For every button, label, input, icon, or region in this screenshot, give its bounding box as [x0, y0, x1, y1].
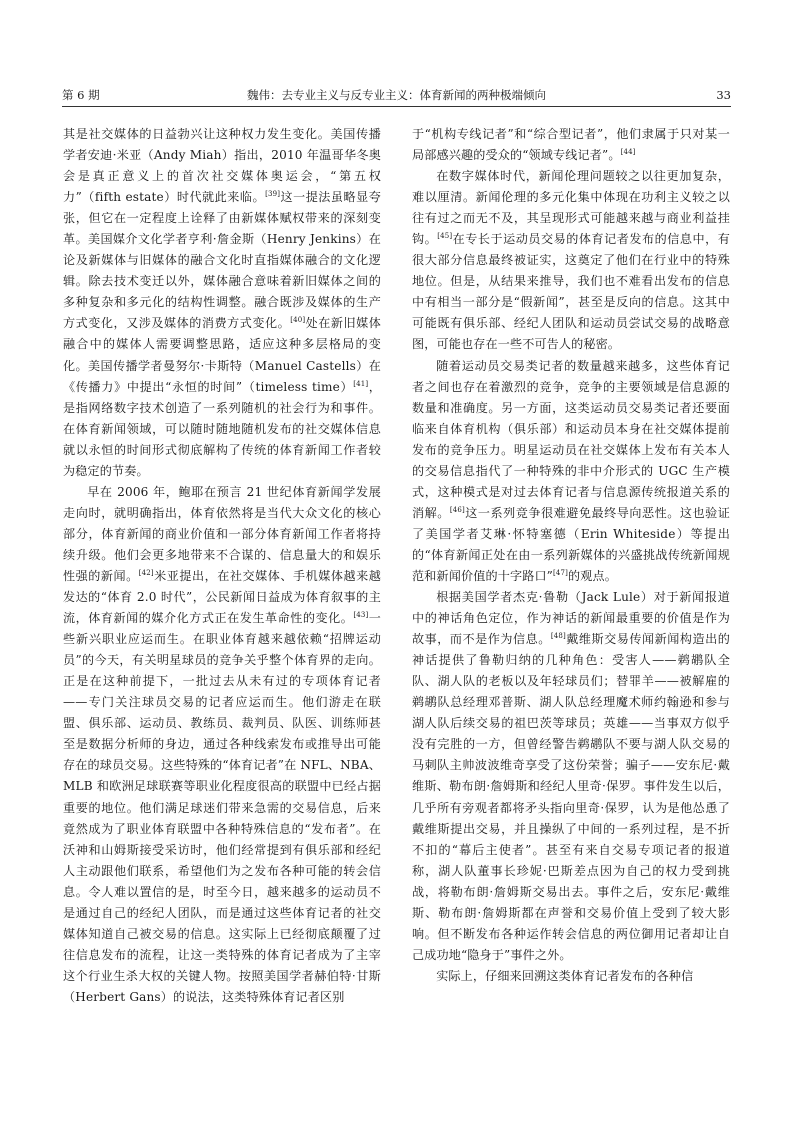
paragraph-text: 一些新兴职业应运而生。在职业体育越来越依赖“招牌运动员”的今天，有关明星球员的竞争关乎整个体育界的走向。正是在这种前提下，一批过去从未有过的专项体育记者——专门关注球员交易的记者应运而生。他们游走在联盟、俱乐部、运动员、教练员、裁判员、队医、训练师甚至是数据分析师的身边，通过各种线索发布或推导出可能存在的球员交易。这些特殊的“体育记者”在 NFL、NBA、MLB 和欧洲足球联赛等职业化程度很高的联盟中已经占据重要的地位。他们满足球迷们带来急需的交易信息，后来竟然成为了职业体育联盟中各种特殊信息的“发布者”。在沃神和山姆斯接受采访时，他们经常提到有俱乐部和经纪人主动跟他们联系，希望他们为之发布各种可能的转会信息。令人难以置信的是，时至今日，越来越多的运动员不是通过自己的经纪人团队，而是通过这些体育记者的社交媒体知道自己被交易的信息。这实际上已经彻底颠覆了过往信息发布的流程，让这一类特殊的体育记者成为了主宰这个行业生杀大权的关键人物。按照美国学者赫伯特·甘斯（Herbert Gans）的说法，这类特殊体育记者区别: [63, 611, 381, 1004]
paragraph-text: 戴维斯交易传闻新闻构造出的神话提供了鲁勒归纳的几种角色：受害人——鹈鹕队全队、湖人队的老板以及年轻球员们；替罪羊——被解雇的鹈鹕队总经理邓普斯、湖人队总经理魔术师约翰逊和参与湖人队后续交易的祖巴茨等球员；英雄——当事双方似乎没有完胜的一方，但曾经警告鹈鹕队不要与湖人队交易的马刺队主帅波波维奇享受了这份荣誉；骗子——安东尼·戴维斯、勒布朗·詹姆斯和经纪人里奇·保罗。事件发生以后，几乎所有旁观者都将矛头指向里奇·保罗，认为是他怂恿了戴维斯提出交易，并且操纵了中间的一系列过程，是不折不扣的“幕后主使者”。甚至有来自交易专项记者的报道称，湖人队董事长珍妮·巴斯差点因为自己的权力受到挑战，将勒布朗·詹姆斯交易出去。事件之后，安东尼·戴维斯、勒布朗·詹姆斯都在声誉和交易价值上受到了较大影响。但不断发布各种运作转会信息的两位御用记者却让自己成功地“隐身于”事件之外。: [412, 632, 730, 962]
citation-ref: [42]: [138, 568, 154, 577]
citation-ref: [48]: [550, 632, 566, 641]
paragraph-text: 的观点。: [568, 568, 617, 583]
paragraph-text: 米亚提出，在社交媒体、手机媒体越来越发达的“体育 2.0 时代”，公民新闻日益成为体育叙事的主流，体育新闻的媒介化方式正在发生革命性的变化。: [63, 568, 381, 626]
paragraph-text: 这一系列竞争很难避免最终导向恶性。这也验证了美国学者艾琳·怀特塞德（Erin Whiteside）等提出的“体育新闻正处在由一系列新媒体的兴盛挑战传统新闻规范和新闻价值的十字路口”: [412, 505, 730, 583]
paragraph-text: 处在新旧媒体融合中的媒体人需要调整思路，适应这种多层格局的变化。美国传播学者曼努尔·卡斯特（Manuel Castells）在《传播力》中提出“永恒的时间”（timeless time）: [63, 316, 381, 394]
paragraph-text: ，是指网络数字技术创造了一系列随机的社会行为和事件。在体育新闻领域，可以随时随地随机发布的社交媒体信息就以永恒的时间形式彻底解构了传统的体育新闻工作者较为稳定的节奏。: [63, 379, 381, 478]
body-paragraph: [412, 124, 730, 166]
paragraph-text: 在专长于运动员交易的体育记者发布的信息中，有很大部分信息最终被证实，这奠定了他们在行业中的特殊地位。但是，从结果来推导，我们也不难看出发布的信息中有相当一部分是“假新闻”，甚至是反向的信息。这其中可能既有俱乐部、经纪人团队和运动员尝试交易的战略意图，可能也存在一些不可告人的秘密。: [412, 232, 730, 352]
paragraph-text: 其是社交媒体的日益勃兴让这种权力发生变化。美国传播学者安迪·米亚（Andy Miah）指出，2010 年温哥华冬奥会是真正意义上的首次社交媒体奥运会，“第五权力”（fifth estate）时代就此来临。: [63, 127, 381, 205]
paragraph-text: 早在 2006 年，鲍耶在预言 21 世纪体育新闻学发展走向时，就明确指出，体育依然将是当代大众文化的核心部分，体育新闻的商业价值和一部分体育新闻工作者将持续升级。他们会更多地带来不合谋的、信息量大的和娱乐性强的新闻。: [63, 484, 381, 583]
paragraph-text: 这一提法虽略显夸张，但它在一定程度上诠释了由新媒体赋权带来的深刻变革。美国媒介文化学者亨利·詹金斯（Henry Jenkins）在论及新媒体与旧媒体的融合文化时直指媒体融合的文化逻辑。除去技术变迁以外，媒体融合意味着新旧媒体之间的多种复杂和多元化的结构性调整。融合既涉及媒体的生产方式变化，又涉及媒体的消费方式变化。: [63, 190, 381, 331]
body-paragraph: [412, 356, 730, 588]
citation-ref: [40]: [290, 316, 306, 325]
citation-ref: [43]: [353, 611, 369, 620]
body-paragraph: [63, 124, 381, 482]
issue-label: 第 6 期: [62, 88, 100, 102]
body-paragraph: [412, 166, 730, 355]
citation-ref: [39]: [265, 190, 281, 199]
citation-ref: [46]: [449, 505, 465, 514]
page-number: 33: [716, 88, 731, 102]
running-header: [62, 86, 731, 107]
paragraph-text: 在数字媒体时代，新闻伦理问题较之以往更加复杂，难以厘清。新闻伦理的多元化集中体现在功利主义较之以往有过之而无不及，其呈现形式可能越来越与商业利益挂钩。: [412, 169, 730, 247]
body-paragraph: [63, 482, 381, 1008]
body-paragraph: [412, 587, 730, 966]
citation-ref: [41]: [353, 379, 369, 388]
citation-ref: [47]: [553, 568, 568, 577]
running-title: 魏伟：去专业主义与反专业主义：体育新闻的两种极端倾向: [247, 88, 546, 102]
citation-ref: [44]: [620, 148, 636, 157]
paragraph-text: 于“机构专线记者”和“综合型记者”，他们隶属于只对某一局部感兴趣的受众的“领域专线记者”。: [412, 127, 730, 163]
paragraph-text: 根据美国学者杰克·鲁勒（Jack Lule）对于新闻报道中的神话角色定位，作为神话的新闻最重要的价值是作为故事，而不是作为信息。: [412, 590, 730, 647]
body-paragraph: [412, 966, 730, 987]
right-text-column: [412, 124, 730, 1099]
left-text-column: [63, 124, 381, 1099]
citation-ref: [45]: [437, 232, 453, 241]
paragraph-text: 实际上，仔细来回溯这类体育记者发布的各种信: [436, 968, 694, 983]
paragraph-text: 随着运动员交易类记者的数量越来越多，这些体育记者之间也存在着激烈的竞争，竞争的主要领域是信息源的数量和准确度。另一方面，这类运动员交易类记者还要面临来自体育机构（俱乐部）和运动员本身在社交媒体提前发布的竞争压力。明星运动员在社交媒体上发布有关本人的交易信息指代了一种特殊的非中介形式的 UGC 生产模式，这种模式是对过去体育记者与信息源传统报道关系的消解。: [412, 358, 730, 520]
